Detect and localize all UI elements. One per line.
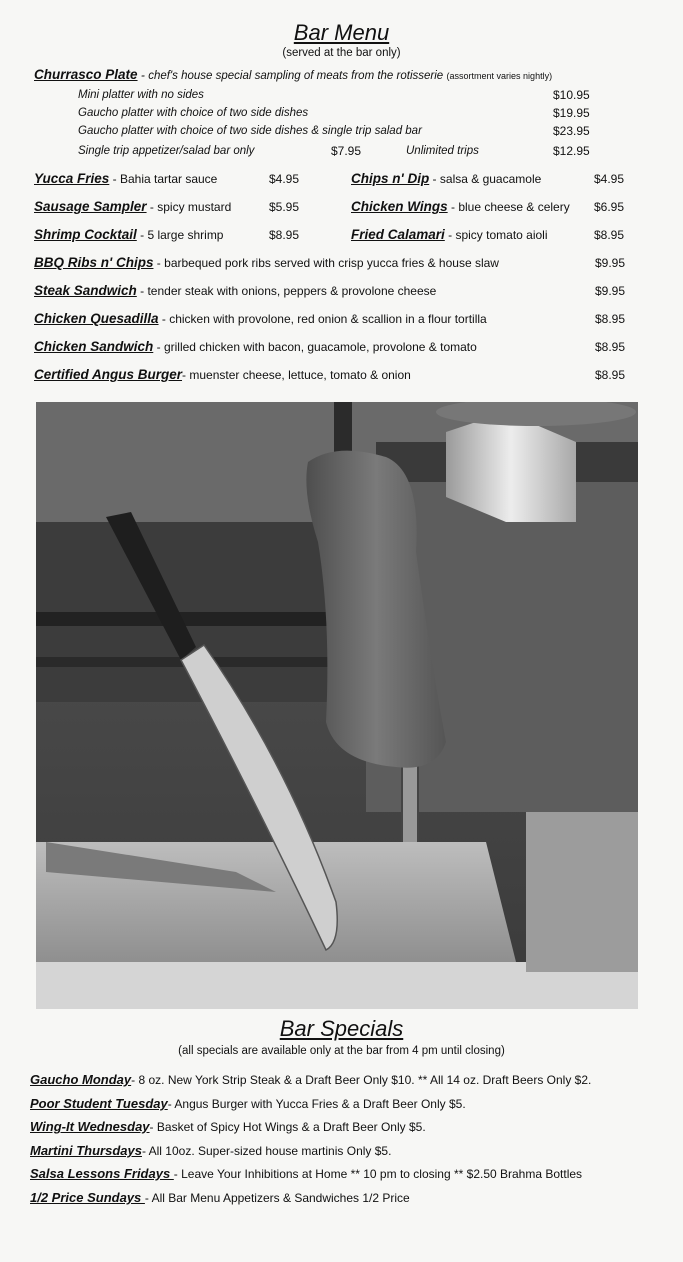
- special-item: 1/2 Price Sundays - All Bar Menu Appetizers & Sandwiches 1/2 Price: [30, 1190, 410, 1205]
- specials-title: Bar Specials: [279, 1016, 404, 1041]
- item-price: $4.95: [269, 172, 300, 186]
- item-desc: Bahia tartar sauce: [119, 172, 218, 186]
- churrasco-desc: chef's house special sampling of meats from the rotisserie: [148, 70, 444, 82]
- menu-item: Fried Calamari - spicy tomato aioli: [351, 227, 548, 242]
- special-desc: Angus Burger with Yucca Fries & a Draft Beer Only $5.: [174, 1097, 466, 1111]
- item-name: Chicken Wings: [351, 199, 448, 214]
- menu-item: Sausage Sampler - spicy mustard: [34, 199, 232, 214]
- menu-item: Chicken Wings - blue cheese & celery: [351, 199, 570, 214]
- item-desc: blue cheese & celery: [458, 200, 570, 214]
- menu-item: BBQ Ribs n' Chips - barbequed pork ribs served with crisp yucca fries & house slaw: [34, 255, 499, 270]
- item-name: Certified Angus Burger: [34, 367, 183, 382]
- item-price: $5.95: [269, 200, 300, 214]
- special-name: Poor Student Tuesday: [30, 1096, 168, 1111]
- menu-subtitle: (served at the bar only): [282, 47, 401, 59]
- single-trip-label: Single trip appetizer/salad bar only: [78, 145, 255, 157]
- item-price: $8.95: [594, 228, 625, 242]
- item-desc: salsa & guacamole: [439, 172, 542, 186]
- menu-item: Chicken Quesadilla - chicken with provolone, red onion & scallion in a flour tortilla: [34, 311, 487, 326]
- menu-item: Chicken Sandwich - grilled chicken with bacon, guacamole, provolone & tomato: [34, 339, 477, 354]
- menu-item: Chips n' Dip - salsa & guacamole: [351, 171, 542, 186]
- item-name: Chicken Quesadilla: [34, 311, 159, 326]
- churrasco-option-price: $10.95: [553, 88, 590, 102]
- special-desc: Basket of Spicy Hot Wings & a Draft Beer Only $5.: [156, 1120, 426, 1134]
- churrasco-option: Mini platter with no sides: [78, 89, 204, 101]
- item-price: $6.95: [594, 200, 625, 214]
- item-price: $8.95: [595, 340, 626, 354]
- special-item: Gaucho Monday- 8 oz. New York Strip Steak & a Draft Beer Only $10. ** All 14 oz. Draft Beers Only $2.: [30, 1072, 592, 1087]
- special-desc: Leave Your Inhibitions at Home ** 10 pm to closing ** $2.50 Brahma Bottles: [177, 1167, 583, 1181]
- item-desc: barbequed pork ribs served with crisp yucca fries & house slaw: [164, 256, 499, 270]
- menu-item: Yucca Fries - Bahia tartar sauce: [34, 171, 218, 186]
- churrasco-note: (assortment varies nightly): [446, 71, 553, 81]
- menu-item: Shrimp Cocktail - 5 large shrimp: [34, 227, 224, 242]
- menu-title: Bar Menu: [293, 20, 390, 45]
- unlimited-trips-label: Unlimited trips: [406, 145, 479, 157]
- special-item: Salsa Lessons Fridays - Leave Your Inhibitions at Home ** 10 pm to closing ** $2.50 Brahma Bottles: [30, 1166, 583, 1181]
- item-desc: spicy tomato aioli: [455, 228, 548, 242]
- item-desc: muenster cheese, lettuce, tomato & onion: [189, 368, 411, 382]
- churrasco-row: Churrasco Plate - chef's house special sampling of meats from the rotisserie (assortment varies nightly): [34, 67, 553, 82]
- item-name: Shrimp Cocktail: [34, 227, 137, 242]
- item-desc: chicken with provolone, red onion & scallion in a flour tortilla: [169, 312, 487, 326]
- special-desc: All Bar Menu Appetizers & Sandwiches 1/2 Price: [148, 1191, 410, 1205]
- item-price: $8.95: [595, 312, 626, 326]
- item-name: Sausage Sampler: [34, 199, 147, 214]
- item-name: Fried Calamari: [351, 227, 445, 242]
- item-name: Yucca Fries: [34, 171, 110, 186]
- item-desc: 5 large shrimp: [147, 228, 224, 242]
- item-name: Steak Sandwich: [34, 283, 137, 298]
- item-name: Chips n' Dip: [351, 171, 430, 186]
- unlimited-trips-price: $12.95: [553, 144, 590, 158]
- item-desc: spicy mustard: [157, 200, 232, 214]
- special-item: Wing-It Wednesday- Basket of Spicy Hot Wings & a Draft Beer Only $5.: [30, 1119, 426, 1134]
- item-price: $8.95: [595, 368, 626, 382]
- special-desc: All 10oz. Super-sized house martinis Only $5.: [148, 1144, 392, 1158]
- specials-subtitle: (all specials are available only at the bar from 4 pm until closing): [178, 1045, 505, 1057]
- special-item: Poor Student Tuesday- Angus Burger with Yucca Fries & a Draft Beer Only $5.: [30, 1096, 466, 1111]
- item-price: $4.95: [594, 172, 625, 186]
- special-name: Martini Thursdays: [30, 1143, 142, 1158]
- menu-item: Certified Angus Burger- muenster cheese, lettuce, tomato & onion: [34, 367, 411, 382]
- churrasco-option: Gaucho platter with choice of two side dishes: [78, 107, 309, 119]
- rotisserie-photo: [36, 402, 638, 1009]
- special-desc: 8 oz. New York Strip Steak & a Draft Beer Only $10. ** All 14 oz. Draft Beers Only $2.: [138, 1073, 592, 1087]
- single-trip-price: $7.95: [331, 144, 362, 158]
- menu-item: Steak Sandwich - tender steak with onions, peppers & provolone cheese: [34, 283, 437, 298]
- churrasco-name: Churrasco Plate: [34, 67, 138, 82]
- item-name: BBQ Ribs n' Chips: [34, 255, 154, 270]
- churrasco-option-price: $19.95: [553, 106, 590, 120]
- item-desc: grilled chicken with bacon, guacamole, provolone & tomato: [163, 340, 477, 354]
- item-desc: tender steak with onions, peppers & provolone cheese: [147, 284, 437, 298]
- special-name: Salsa Lessons Fridays: [30, 1166, 174, 1181]
- special-name: 1/2 Price Sundays: [30, 1190, 145, 1205]
- item-name: Chicken Sandwich: [34, 339, 154, 354]
- special-name: Gaucho Monday: [30, 1072, 132, 1087]
- item-price: $9.95: [595, 284, 626, 298]
- churrasco-option-price: $23.95: [553, 124, 590, 138]
- item-price: $9.95: [595, 256, 626, 270]
- churrasco-option: Gaucho platter with choice of two side dishes & single trip salad bar: [78, 125, 422, 137]
- special-name: Wing-It Wednesday: [30, 1119, 150, 1134]
- item-price: $8.95: [269, 228, 300, 242]
- special-item: Martini Thursdays- All 10oz. Super-sized house martinis Only $5.: [30, 1143, 392, 1158]
